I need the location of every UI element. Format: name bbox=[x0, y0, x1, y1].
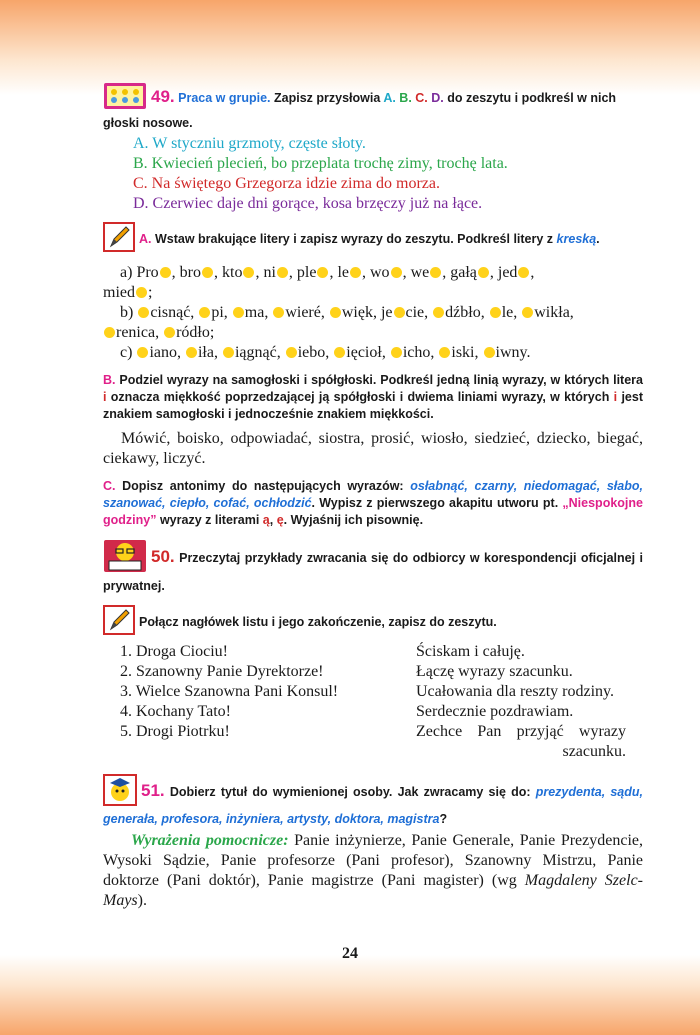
table-row: 3. Wielce Szanowna Pani Konsul! Ucałowania dla reszty rodziny. bbox=[120, 683, 614, 700]
proverbs-list bbox=[103, 134, 643, 214]
group-work-icon bbox=[103, 82, 147, 115]
exercise-49-instruction: 49. Praca w grupie. Zapisz przysłowia A. B. C. D. do zeszytu i podkreśl w nich głoski nosowe. bbox=[103, 82, 643, 132]
pencil-icon bbox=[103, 222, 135, 257]
blank bbox=[518, 267, 529, 278]
blank bbox=[478, 267, 489, 278]
task-a-row-c: c) iano, iła, iągnąć, iebo, ięcioł, icho, iski, iwny. bbox=[120, 344, 531, 361]
proverb: A. W styczniu grzmoty, częste słoty. bbox=[133, 135, 366, 152]
blank bbox=[350, 267, 361, 278]
task-b-instruction: B. Podziel wyrazy na samogłoski i spółgłoski. Podkreśl jedną linią wyrazy, w których litera i oznacza miękkość poprzedzającej ją spółgłoski i dwiema liniami wyrazy, w których i jest znakiem samogłoski i jednocześnie znakiem miękkości. bbox=[103, 373, 643, 421]
task-a-row-a: a) Pro , bro , kto , ni , ple , le , wo , we , gałą , jed , bbox=[120, 264, 535, 281]
blank bbox=[160, 267, 171, 278]
exercise-51-instruction: 51. Dobierz tytuł do wymienionej osoby. Jak zwracamy się do: prezydenta, sądu, generała, profesora, inżyniera, artysty, doktora, magistra? bbox=[103, 774, 643, 828]
table-row: 5. Drogi Piotrku! Zechce Pan przyjąć wyrazy szacunku. bbox=[120, 723, 626, 760]
blank bbox=[136, 287, 147, 298]
exercise-50-task: Połącz nagłówek listu i jego zakończenie, zapisz do zeszytu. bbox=[103, 605, 643, 640]
exercise-title: Praca w grupie. bbox=[178, 90, 271, 105]
task-c-instruction: C. Dopisz antonimy do następujących wyrazów: osłabnąć, czarny, niedomagać, słabo, szanować, ciepło, cofać, ochłodzić. Wypisz z pierwszego akapitu utworu pt. „Niespokojne godziny” wyrazy z literami ą, ę. Wyjaśnij ich pisownię. bbox=[103, 479, 643, 527]
task-a-row-b: b) cisnąć, pi, ma, wieré, więk, je cie, dźbło, le, wikła, bbox=[120, 304, 574, 321]
table-row: 1. Droga Ciociu! Ściskam i całuję. bbox=[120, 643, 525, 660]
exercise-number: 49. bbox=[151, 86, 175, 106]
blank bbox=[202, 267, 213, 278]
exercise-number: 51. bbox=[141, 780, 165, 800]
proverb: D. Czerwiec daje dni gorące, kosa brzęczy już na łące. bbox=[133, 195, 483, 212]
letter-pairs-table bbox=[120, 642, 626, 762]
pencil-icon bbox=[103, 605, 135, 640]
task-b-words: Mówić, boisko, odpowiadać, siostra, prosić, wiosło, siedzieć, dziecko, biegać, ciekawy, liczyć. bbox=[103, 430, 643, 467]
proverb: C. Na świętego Grzegorza idzie zima do morza. bbox=[133, 175, 440, 192]
blank bbox=[277, 267, 288, 278]
table-row: 2. Szanowny Panie Dyrektorze! Łączę wyrazy szacunku. bbox=[120, 663, 573, 680]
table-row: 4. Kochany Tato! Serdecznie pozdrawiam. bbox=[120, 703, 574, 720]
task-a-row-a-cont: mied ; bbox=[103, 284, 153, 301]
blank bbox=[243, 267, 254, 278]
blank bbox=[430, 267, 441, 278]
page-number: 24 bbox=[342, 945, 358, 962]
task-a-row-b-cont: renica, ródło; bbox=[103, 323, 643, 343]
page-content bbox=[103, 86, 644, 911]
proverb: B. Kwiecień plecień, bo przeplata trochę zimy, trochę lata. bbox=[133, 155, 508, 172]
helper-expressions: Wyrażenia pomocnicze: Panie inżynierze, Panie Generale, Panie Prezydencie, Wysoki Sądzie, Panie profesorze (Pani profesor), Szanowny Mistrzu, Panie doktorze (Pani doktór), Panie magistrze (Pani magister) (wg Magdaleny Szelc-Mays). bbox=[103, 832, 643, 909]
exercise-number: 50. bbox=[151, 546, 175, 566]
blank bbox=[317, 267, 328, 278]
exercise-50-instruction: 50. Przeczytaj przykłady zwracania się do odbiorcy w korespondencji oficjalnej i prywatnej. bbox=[103, 539, 643, 595]
reading-icon bbox=[103, 539, 147, 578]
task-a-instruction: A. Wstaw brakujące litery i zapisz wyrazy do zeszytu. Podkreśl litery z kreską. bbox=[103, 222, 643, 257]
blank bbox=[391, 267, 402, 278]
student-icon bbox=[103, 774, 137, 811]
